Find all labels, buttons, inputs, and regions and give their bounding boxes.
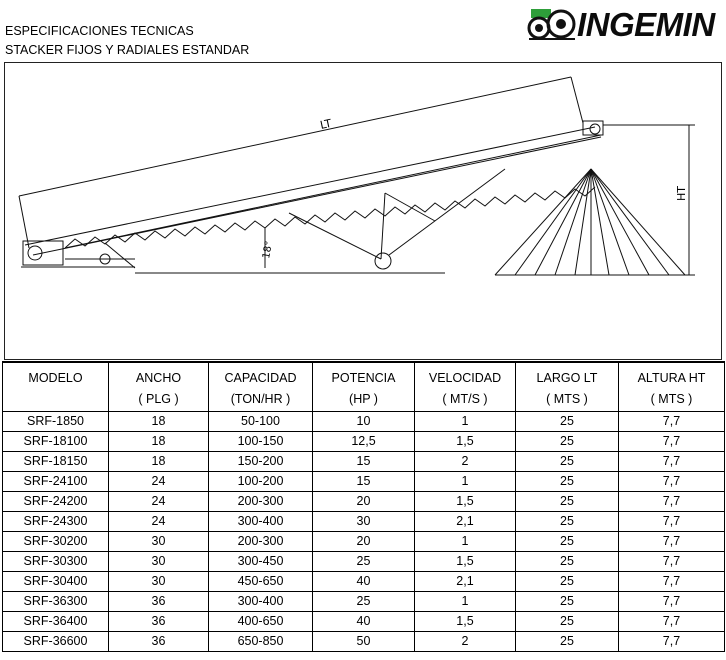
spec-title: ESPECIFICACIONES TECNICAS — [5, 24, 194, 38]
table-cell: SRF-30200 — [3, 531, 109, 551]
table-cell: 25 — [516, 411, 619, 431]
table-row — [3, 431, 725, 451]
table-cell: 25 — [516, 431, 619, 451]
table-cell: 2,1 — [415, 511, 516, 531]
ht-label: HT — [675, 186, 688, 201]
table-cell: 25 — [516, 611, 619, 631]
table-cell: 20 — [313, 491, 415, 511]
table-cell: SRF-30300 — [3, 551, 109, 571]
column-header: POTENCIA — [313, 362, 415, 387]
table-cell: 25 — [516, 551, 619, 571]
logo-emblem-icon — [527, 6, 579, 44]
table-cell: 1 — [415, 531, 516, 551]
column-unit: ( MTS ) — [516, 387, 619, 411]
table-row — [3, 471, 725, 491]
table-cell: 15 — [313, 451, 415, 471]
table-cell: 1,5 — [415, 551, 516, 571]
table-cell: 200-300 — [209, 491, 313, 511]
table-cell: 25 — [516, 531, 619, 551]
table-cell: 2 — [415, 631, 516, 651]
table-cell: 12,5 — [313, 431, 415, 451]
table-row — [3, 551, 725, 571]
table-cell: 30 — [109, 531, 209, 551]
table-cell: 30 — [109, 551, 209, 571]
table-cell: 7,7 — [619, 531, 725, 551]
table-row — [3, 611, 725, 631]
table-cell: 25 — [516, 591, 619, 611]
table-row — [3, 531, 725, 551]
table-cell: 18 — [109, 451, 209, 471]
table-cell: 7,7 — [619, 491, 725, 511]
table-cell: 18 — [109, 411, 209, 431]
table-cell: 36 — [109, 611, 209, 631]
table-cell: 1 — [415, 411, 516, 431]
table-cell: 15 — [313, 471, 415, 491]
table-row — [3, 511, 725, 531]
column-unit: ( PLG ) — [109, 387, 209, 411]
table-cell: 7,7 — [619, 551, 725, 571]
table-cell: 650-850 — [209, 631, 313, 651]
table-cell: 300-400 — [209, 511, 313, 531]
table-cell: 300-450 — [209, 551, 313, 571]
table-cell: 7,7 — [619, 451, 725, 471]
table-cell: 36 — [109, 591, 209, 611]
table-cell: 18 — [109, 431, 209, 451]
table-cell: 50 — [313, 631, 415, 651]
table-cell: 300-400 — [209, 591, 313, 611]
table-row — [3, 451, 725, 471]
table-cell: 150-200 — [209, 451, 313, 471]
column-unit: (HP ) — [313, 387, 415, 411]
table-unit-row — [3, 387, 725, 411]
table-cell: SRF-24200 — [3, 491, 109, 511]
table-cell: 25 — [313, 591, 415, 611]
table-cell: 10 — [313, 411, 415, 431]
logo-wordmark: INGEMIN — [577, 6, 715, 43]
column-unit: ( MT/S ) — [415, 387, 516, 411]
table-cell: 24 — [109, 471, 209, 491]
table-cell: 7,7 — [619, 431, 725, 451]
table-cell: 7,7 — [619, 591, 725, 611]
table-cell: 400-650 — [209, 611, 313, 631]
table-cell: 7,7 — [619, 571, 725, 591]
table-cell: 1,5 — [415, 491, 516, 511]
spec-subtitle: STACKER FIJOS Y RADIALES ESTANDAR — [5, 43, 250, 57]
table-cell: 200-300 — [209, 531, 313, 551]
table-cell: 450-650 — [209, 571, 313, 591]
table-cell: 100-200 — [209, 471, 313, 491]
table-cell: SRF-24300 — [3, 511, 109, 531]
table-cell: 30 — [109, 571, 209, 591]
table-cell: SRF-1850 — [3, 411, 109, 431]
table-cell: 40 — [313, 571, 415, 591]
table-cell: 7,7 — [619, 511, 725, 531]
table-cell: SRF-36400 — [3, 611, 109, 631]
table-row — [3, 491, 725, 511]
table-cell: 30 — [313, 511, 415, 531]
specs-table — [2, 361, 725, 652]
column-header: LARGO LT — [516, 362, 619, 387]
table-cell: 50-100 — [209, 411, 313, 431]
table-cell: 1,5 — [415, 611, 516, 631]
table-cell: 7,7 — [619, 411, 725, 431]
table-cell: 25 — [516, 451, 619, 471]
table-cell: 25 — [313, 551, 415, 571]
table-cell: 24 — [109, 491, 209, 511]
table-cell: SRF-36300 — [3, 591, 109, 611]
table-row — [3, 631, 725, 651]
ingemin-logo — [527, 6, 723, 44]
column-unit: (TON/HR ) — [209, 387, 313, 411]
table-cell: SRF-18100 — [3, 431, 109, 451]
table-cell: 1,5 — [415, 431, 516, 451]
table-cell: 7,7 — [619, 631, 725, 651]
table-cell: SRF-18150 — [3, 451, 109, 471]
table-cell: 40 — [313, 611, 415, 631]
table-cell: SRF-30400 — [3, 571, 109, 591]
table-row — [3, 411, 725, 431]
column-unit: ( MTS ) — [619, 387, 725, 411]
table-cell: 25 — [516, 511, 619, 531]
table-cell: 25 — [516, 571, 619, 591]
table-cell: 36 — [109, 631, 209, 651]
lt-label: LT — [318, 116, 333, 132]
angle-label: 18° — [261, 240, 276, 260]
column-header: MODELO — [3, 362, 109, 387]
table-cell: 25 — [516, 491, 619, 511]
column-unit — [3, 387, 109, 411]
table-header-row — [3, 362, 725, 387]
table-cell: SRF-36600 — [3, 631, 109, 651]
table-row — [3, 591, 725, 611]
table-cell: 1 — [415, 591, 516, 611]
column-header: CAPACIDAD — [209, 362, 313, 387]
stacker-drawing — [4, 62, 722, 360]
table-cell: 25 — [516, 631, 619, 651]
stacker-diagram — [5, 63, 723, 361]
table-cell: 7,7 — [619, 471, 725, 491]
table-cell: 24 — [109, 511, 209, 531]
table-cell: 2 — [415, 451, 516, 471]
column-header: VELOCIDAD — [415, 362, 516, 387]
column-header: ALTURA HT — [619, 362, 725, 387]
column-header: ANCHO — [109, 362, 209, 387]
table-row — [3, 571, 725, 591]
table-cell: 100-150 — [209, 431, 313, 451]
table-cell: 25 — [516, 471, 619, 491]
table-cell: 1 — [415, 471, 516, 491]
table-cell: 20 — [313, 531, 415, 551]
table-cell: SRF-24100 — [3, 471, 109, 491]
table-cell: 7,7 — [619, 611, 725, 631]
table-cell: 2,1 — [415, 571, 516, 591]
